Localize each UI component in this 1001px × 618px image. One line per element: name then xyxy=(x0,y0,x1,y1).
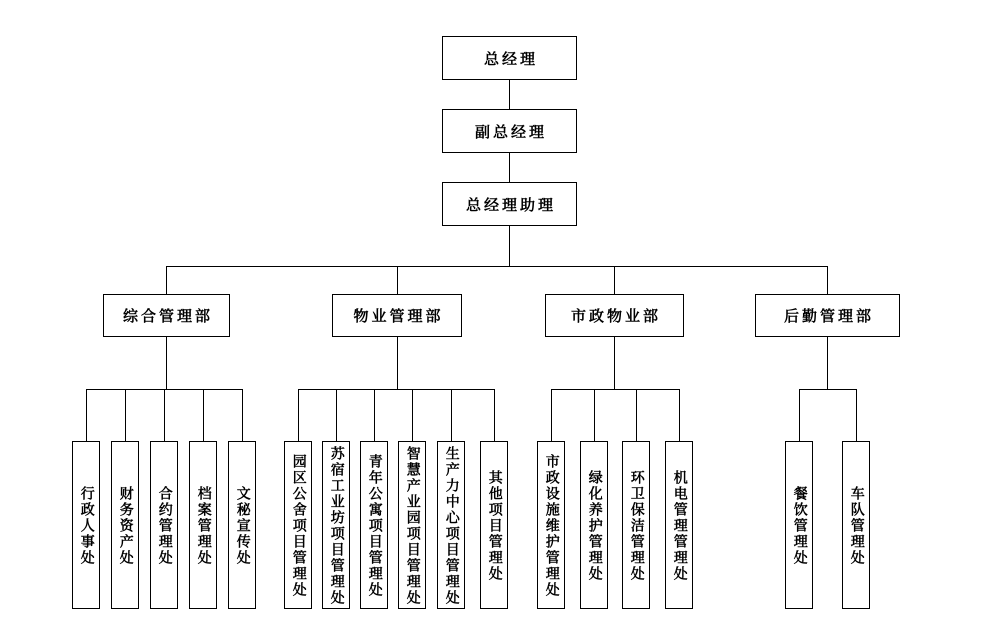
department-node-1 xyxy=(103,294,230,337)
connector-line xyxy=(509,80,510,109)
connector-line xyxy=(203,389,204,441)
office-node-4-1 xyxy=(785,441,813,609)
office-node-1-3 xyxy=(150,441,178,609)
office-node-3-2 xyxy=(580,441,608,609)
connector-line xyxy=(397,337,398,389)
office-node-2-6-label: 其他项目管理处 xyxy=(486,470,502,582)
department-node-2 xyxy=(332,294,462,337)
office-node-1-4-label: 档案管理处 xyxy=(195,486,211,566)
office-node-4-2 xyxy=(842,441,870,609)
connector-line xyxy=(827,266,828,294)
general-manager-node xyxy=(442,36,577,80)
office-node-3-1-label: 市政设施维护管理处 xyxy=(543,454,559,598)
office-node-2-2 xyxy=(322,441,350,609)
office-node-2-4-label: 智慧产业园项目管理处 xyxy=(404,446,420,606)
connector-line xyxy=(125,389,126,441)
office-node-1-1 xyxy=(72,441,100,609)
office-node-2-1 xyxy=(284,441,312,609)
connector-line xyxy=(509,226,510,266)
connector-line xyxy=(397,266,398,294)
office-node-2-2-label: 苏宿工业坊项目管理处 xyxy=(328,446,344,606)
department-node-3-label: 市政物业部 xyxy=(570,309,661,325)
connector-line xyxy=(164,389,165,441)
office-node-1-1-label: 行政人事处 xyxy=(78,486,94,566)
department-node-4-label: 后勤管理部 xyxy=(783,309,874,325)
office-node-2-6 xyxy=(480,441,508,609)
connector-line xyxy=(827,337,828,389)
connector-line xyxy=(856,389,857,441)
connector-line xyxy=(86,389,87,441)
department-node-3 xyxy=(545,294,684,337)
office-node-1-5-label: 文秘宣传处 xyxy=(234,486,250,566)
connector-line xyxy=(298,389,495,390)
office-node-1-2-label: 财务资产处 xyxy=(117,486,133,566)
office-node-1-5 xyxy=(228,441,256,609)
office-node-3-3 xyxy=(622,441,650,609)
office-node-3-3-label: 环卫保洁管理处 xyxy=(628,470,644,582)
deputy-general-manager-node xyxy=(442,109,577,153)
connector-line xyxy=(166,266,167,294)
connector-line xyxy=(494,389,495,441)
office-node-4-1-label: 餐饮管理处 xyxy=(791,486,807,566)
office-node-2-1-label: 园区公舍项目管理处 xyxy=(290,454,306,598)
office-node-3-4-label: 机电管理管理处 xyxy=(671,470,687,582)
connector-line xyxy=(298,389,299,441)
connector-line xyxy=(242,389,243,441)
department-node-4 xyxy=(755,294,900,337)
office-node-1-3-label: 合约管理处 xyxy=(156,486,172,566)
office-node-2-4 xyxy=(398,441,426,609)
deputy-general-manager-node-label: 副总经理 xyxy=(474,124,547,141)
connector-line xyxy=(614,337,615,389)
office-node-2-3 xyxy=(360,441,388,609)
connector-line xyxy=(594,389,595,441)
connector-line xyxy=(614,266,615,294)
connector-line xyxy=(336,389,337,441)
office-node-1-4 xyxy=(189,441,217,609)
office-node-4-2-label: 车队管理处 xyxy=(848,486,864,566)
connector-line xyxy=(166,266,828,267)
connector-line xyxy=(636,389,637,441)
office-node-3-1 xyxy=(537,441,565,609)
office-node-2-5-label: 生产力中心项目管理处 xyxy=(443,446,459,606)
general-manager-node-label: 总经理 xyxy=(483,51,538,68)
gm-assistant-node-label: 总经理助理 xyxy=(465,197,556,214)
connector-line xyxy=(679,389,680,441)
connector-line xyxy=(166,337,167,389)
connector-line xyxy=(374,389,375,441)
connector-line xyxy=(451,389,452,441)
office-node-3-4 xyxy=(665,441,693,609)
office-node-2-3-label: 青年公寓项目管理处 xyxy=(366,454,382,598)
office-node-2-5 xyxy=(437,441,465,609)
department-node-2-label: 物业管理部 xyxy=(353,309,444,325)
connector-line xyxy=(799,389,857,390)
connector-line xyxy=(551,389,680,390)
gm-assistant-node xyxy=(442,182,577,226)
connector-line xyxy=(799,389,800,441)
connector-line xyxy=(509,153,510,182)
connector-line xyxy=(412,389,413,441)
connector-line xyxy=(551,389,552,441)
office-node-1-2 xyxy=(111,441,139,609)
department-node-1-label: 综合管理部 xyxy=(122,309,213,325)
office-node-3-2-label: 绿化养护管理处 xyxy=(586,470,602,582)
